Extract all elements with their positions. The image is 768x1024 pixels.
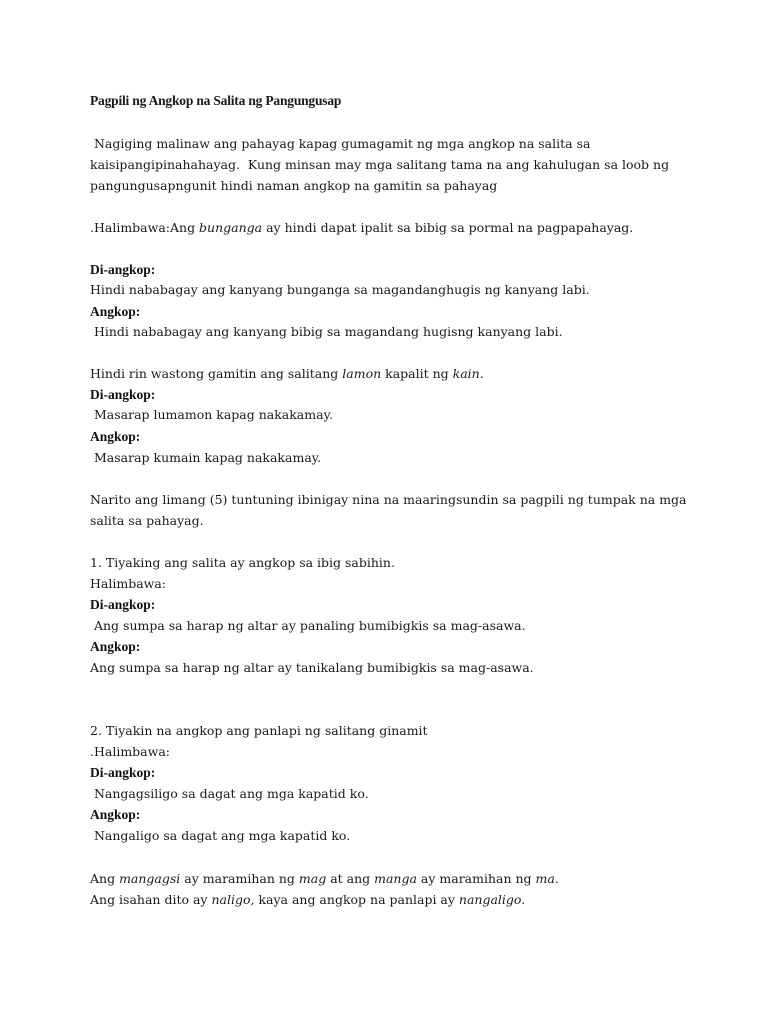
di-angkop-label: Di-angkop: [90,387,156,402]
rule1-wrong: Ang sumpa sa harap ng altar ay panaling bumibigkis sa mag-asawa. [90,618,526,633]
angkop-label: Angkop: [90,807,141,822]
note1-g: ay maramihan ng [416,871,536,886]
di-angkop-label: Di-angkop: [90,262,156,277]
page-title: Pagpili ng Angkop na Salita ng Pangungusap [90,93,342,108]
note2-b: naligo, [211,892,255,907]
note2-c: kaya ang angkop na panlapi ay [254,892,459,907]
rule2-wrong: Nangagsiligo sa dagat ang mga kapatid ko. [90,786,369,801]
example1-right: Hindi nababagay ang kanyang bibig sa magandang hugisng kanyang labi. [90,324,563,339]
example1-prefix: .Halimbawa:Ang [90,220,200,235]
note1-b: mangagsi [119,871,181,886]
note2-d: nangaligo. [458,892,526,907]
note2-a: Ang isahan dito ay [90,892,212,907]
example2-prefix: Hindi rin wastong gamitin ang salitang [90,366,343,381]
example1-sentence [90,220,633,236]
rule1-heading: 1. Tiyaking ang salita ay angkop sa ibig sabihin. [90,555,395,570]
note1-e: at ang [326,871,375,886]
rule2-note-2 [90,892,525,908]
angkop-label: Angkop: [90,304,141,319]
rules-intro-line-2: salita sa pahayag. [90,513,204,528]
intro-line-1: Nagiging malinaw ang pahayag kapag gumagamit ng mga angkop na salita sa [90,136,591,151]
note1-d: mag [298,871,327,886]
note1-f: manga [374,871,417,886]
rules-intro-line-1: Narito ang limang (5) tuntuning ibinigay nina na maaringsundin sa pagpili ng tumpak na mga [90,492,687,507]
example1-wrong: Hindi nababagay ang kanyang bunganga sa magandanghugis ng kanyang labi. [90,282,590,297]
example2-middle: kapalit ng [381,366,453,381]
example2-term2: kain. [452,366,484,381]
example1-suffix: ay hindi dapat ipalit sa bibig sa pormal na pagpapahayag. [262,220,634,235]
rule2-heading: 2. Tiyakin na angkop ang panlapi ng salitang ginamit [90,723,428,738]
example2-term1: lamon [342,366,382,381]
note1-c: ay maramihan ng [180,871,299,886]
rule1-right: Ang sumpa sa harap ng altar ay tanikalang bumibigkis sa mag-asawa. [90,660,534,675]
note1-a: Ang [90,871,120,886]
rule2-example-label: .Halimbawa: [90,744,170,759]
example2-wrong: Masarap lumamon kapag nakakamay. [90,407,333,422]
example2-sentence [90,366,484,382]
rule2-note-1 [90,871,559,887]
angkop-label: Angkop: [90,639,141,654]
rule2-right: Nangaligo sa dagat ang mga kapatid ko. [90,828,351,843]
angkop-label: Angkop: [90,429,141,444]
intro-line-3: pangungusapngunit hindi naman angkop na gamitin sa pahayag [90,178,498,193]
example1-term: bunganga [199,220,263,235]
example2-right: Masarap kumain kapag nakakamay. [90,450,322,465]
note1-h: ma. [535,871,559,886]
di-angkop-label: Di-angkop: [90,597,156,612]
rule1-example-label: Halimbawa: [90,576,167,591]
intro-line-2: kaisipangipinahahayag. Kung minsan may mga salitang tama na ang kahulugan sa loob ng [90,157,670,172]
di-angkop-label: Di-angkop: [90,765,156,780]
